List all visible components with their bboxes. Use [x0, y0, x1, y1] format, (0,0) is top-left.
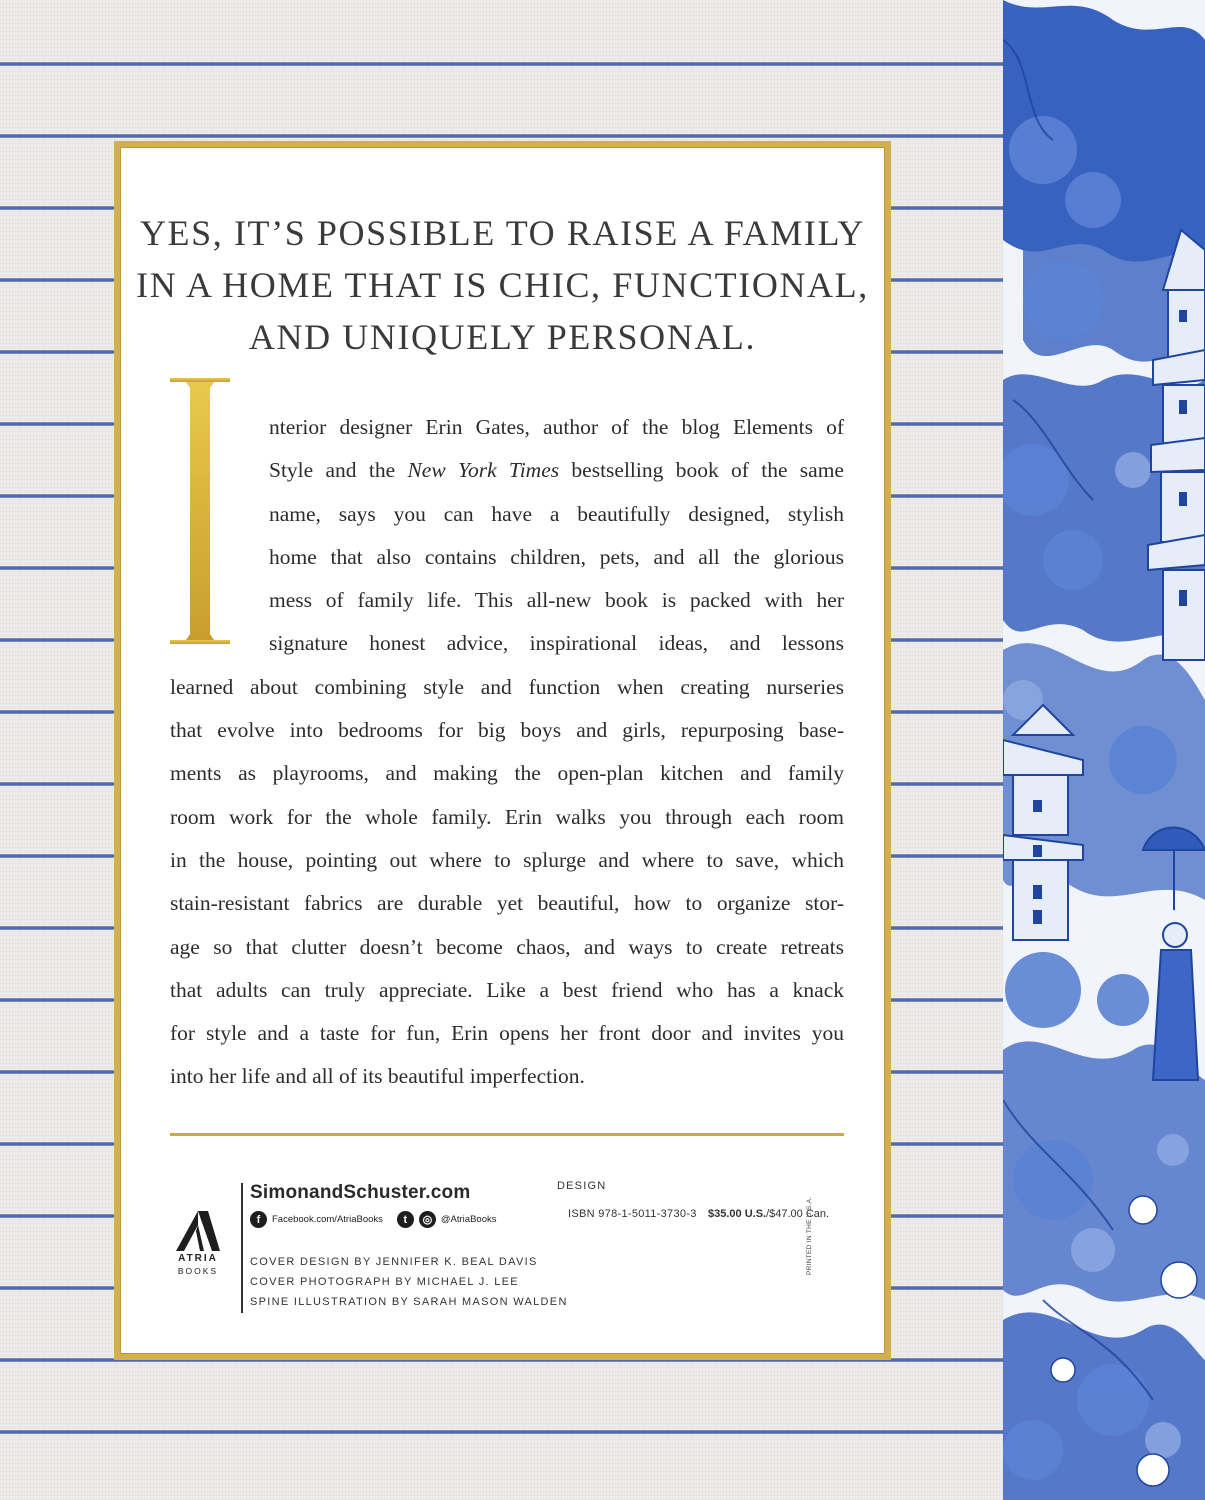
headline-line-2: IN A HOME THAT IS CHIC, FUNCTIONAL,: [136, 265, 869, 305]
description-panel: [114, 141, 891, 1360]
price-can: /$47.00 Can.: [766, 1208, 830, 1220]
credit-line: COVER DESIGN BY JENNIFER K. BEAL DAVIS: [250, 1256, 538, 1268]
social-handle: @AtriaBooks: [440, 1214, 497, 1225]
toile-pagoda-icon: [1003, 0, 1205, 1500]
body-line: name, says you can have a beautifully designed, stylish: [269, 501, 844, 526]
atria-wordmark: ATRIA: [178, 1253, 218, 1264]
toile-spine-illustration: [1003, 0, 1205, 1500]
atria-logo-icon: [174, 1209, 222, 1253]
publisher-website: SimonandSchuster.com: [250, 1182, 471, 1203]
body-line: that adults can truly appreciate. Like a best friend who has a knack: [170, 977, 844, 1002]
body-line: home that also contains children, pets, and all the glorious: [269, 544, 844, 569]
body-line: age so that clutter doesn’t become chaos, and ways to create retreats: [170, 934, 844, 959]
category-label: DESIGN: [557, 1180, 607, 1192]
drop-cap-letter: I: [200, 516, 201, 517]
publication-title: New York Times: [407, 458, 560, 483]
body-line: mess of family life. This all-new book is packed with her: [269, 588, 844, 613]
atria-books-label: BOOKS: [177, 1266, 219, 1276]
body-line: stain-resistant fabrics are durable yet beautiful, how to organize stor-: [170, 891, 844, 916]
credit-line: SPINE ILLUSTRATION BY SARAH MASON WALDEN: [250, 1296, 568, 1308]
twitter-icon: t: [397, 1211, 414, 1228]
body-line: for style and a taste for fun, Erin opens her front door and invites you: [170, 1021, 844, 1046]
body-line: signature honest advice, inspirational ideas, and lessons: [269, 631, 844, 656]
footer-divider: [241, 1183, 243, 1313]
cover-credits: [250, 1252, 568, 1312]
body-line: room work for the whole family. Erin walks you through each room: [170, 804, 844, 829]
social-links: [250, 1211, 496, 1228]
facebook-icon: f: [250, 1211, 267, 1228]
isbn: ISBN 978-1-5011-3730-3: [568, 1208, 697, 1220]
price-us: $35.00 U.S.: [708, 1208, 767, 1220]
facebook-url: Facebook.com/AtriaBooks: [272, 1214, 383, 1225]
gold-divider: [170, 1133, 844, 1136]
credit-line: COVER PHOTOGRAPH BY MICHAEL J. LEE: [250, 1276, 519, 1288]
body-copy: [170, 406, 844, 1099]
printed-in-label: PRINTED IN THE U.S.A.: [806, 1196, 813, 1275]
headline: [120, 207, 885, 363]
body-line: learned about combining style and function when creating nurseries: [170, 674, 844, 699]
body-line: Style and the New York Times bestselling book of the same: [269, 458, 844, 483]
headline-line-1: YES, IT’S POSSIBLE TO RAISE A FAMILY: [139, 213, 866, 253]
body-line: into her life and all of its beautiful imperfection.: [170, 1064, 585, 1089]
body-line: in the house, pointing out where to splurge and where to save, which: [170, 847, 844, 872]
headline-line-3: AND UNIQUELY PERSONAL.: [248, 317, 757, 357]
body-line: that evolve into bedrooms for big boys and girls, repurposing base-: [170, 718, 844, 743]
body-line: ments as playrooms, and making the open-plan kitchen and family: [170, 761, 844, 786]
instagram-icon: ◎: [419, 1211, 436, 1228]
body-line: nterior designer Erin Gates, author of the blog Elements of: [269, 415, 844, 439]
